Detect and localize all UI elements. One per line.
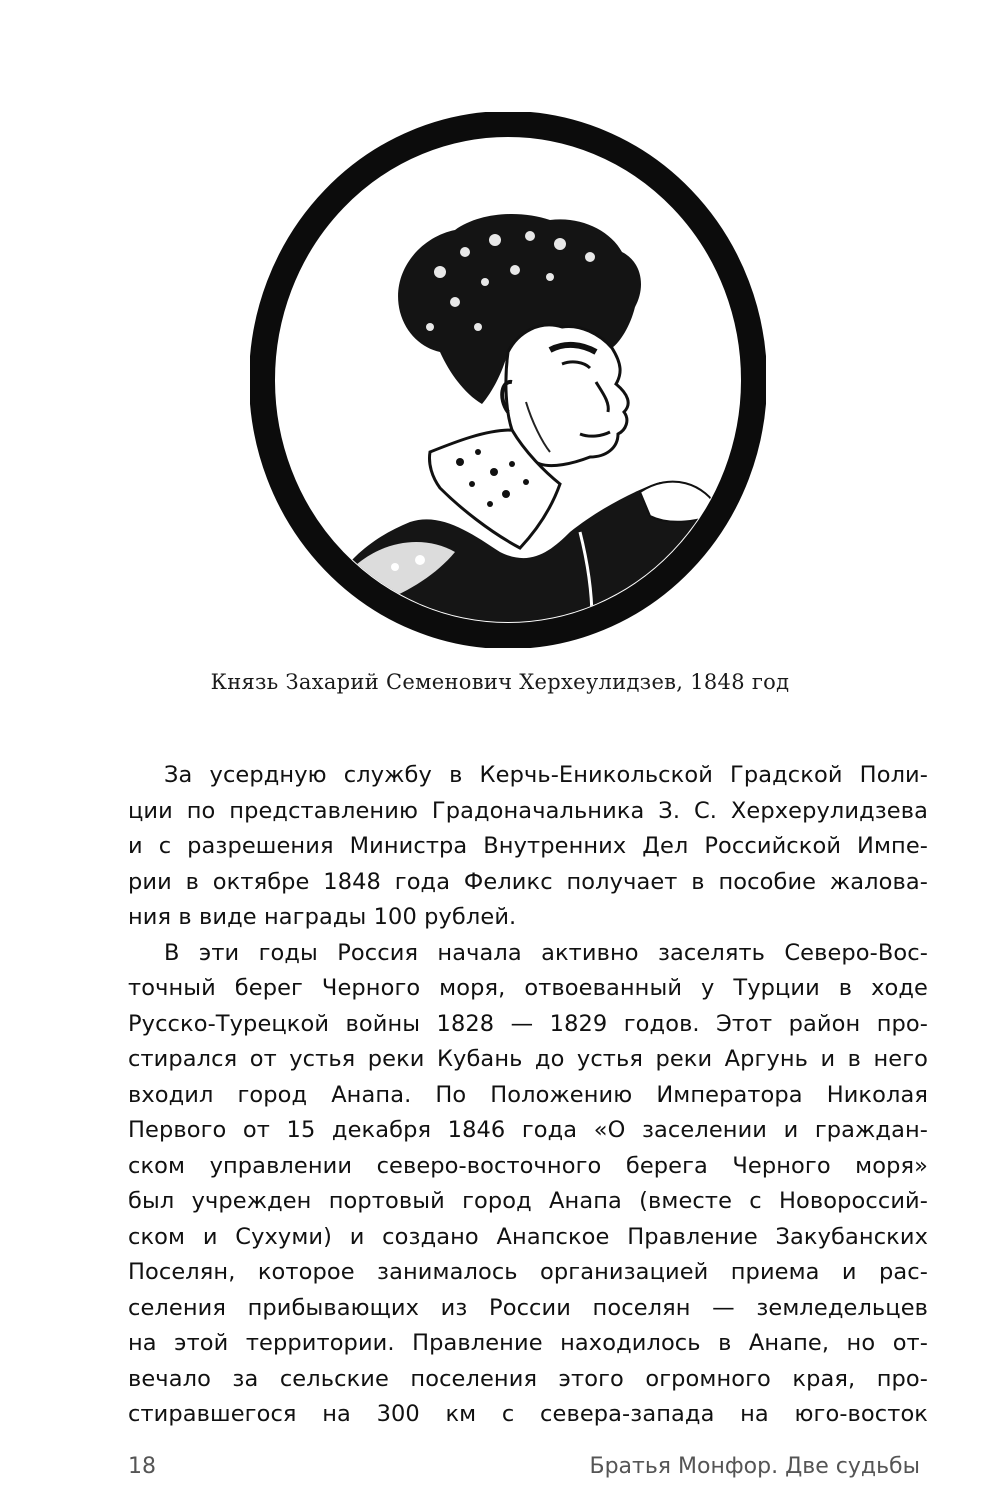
text-line: Поселян, которое занималось организацией приема и рас- xyxy=(128,1259,928,1285)
text-line: и с разрешения Министра Внутренних Дел Российской Импе- xyxy=(128,833,928,859)
text-line: ском и Сухуми) и создано Анапское Правление Закубанских xyxy=(128,1223,928,1250)
text-line: вечало за сельские поселения этого огромного края, про- xyxy=(128,1365,928,1392)
page-number: 18 xyxy=(128,1454,156,1479)
text-line: стиравшегося на 300 км с севера-запада на юго-восток xyxy=(128,1401,928,1427)
text-line: селения прибывающих из России поселян — земледельцев xyxy=(128,1294,928,1321)
text-line: За усердную службу в Керчь-Еникольской Градской Поли- xyxy=(164,762,928,788)
text-line: был учрежден портовый город Анапа (вместе с Новороссий- xyxy=(128,1188,928,1214)
text-line: ния в виде награды 100 рублей. xyxy=(128,904,517,930)
running-footer-title: Братья Монфор. Две судьбы xyxy=(589,1454,920,1479)
figure-caption: Князь Захарий Семенович Херхеулидзев, 1848 год xyxy=(210,670,790,694)
text-line: Первого от 15 декабря 1846 года «О заселении и граждан- xyxy=(128,1117,928,1143)
text-line: точный берег Черного моря, отвоеванный у Турции в ходе xyxy=(128,975,928,1001)
text-line: Русско-Турецкой войны 1828 — 1829 годов. Этот район про- xyxy=(128,1010,928,1037)
text-line: рии в октябре 1848 года Феликс получает в пособие жалова- xyxy=(128,868,928,895)
text-line: ции по представлению Градоначальника З. С. Херхерулидзева xyxy=(128,797,928,824)
text-line: ском управлении северо-восточного берега Черного моря» xyxy=(128,1152,928,1179)
text-line: на этой территории. Правление находилось в Анапе, но от- xyxy=(128,1330,928,1356)
portrait-medallion xyxy=(250,112,766,648)
text-line: стирался от устья реки Кубань до устья реки Аргунь и в него xyxy=(128,1046,928,1072)
text-line: входил город Анапа. По Положению Императора Николая xyxy=(128,1081,928,1108)
body-text xyxy=(128,758,928,1433)
text-line: В эти годы Россия начала активно заселять Северо-Вос- xyxy=(164,939,928,966)
